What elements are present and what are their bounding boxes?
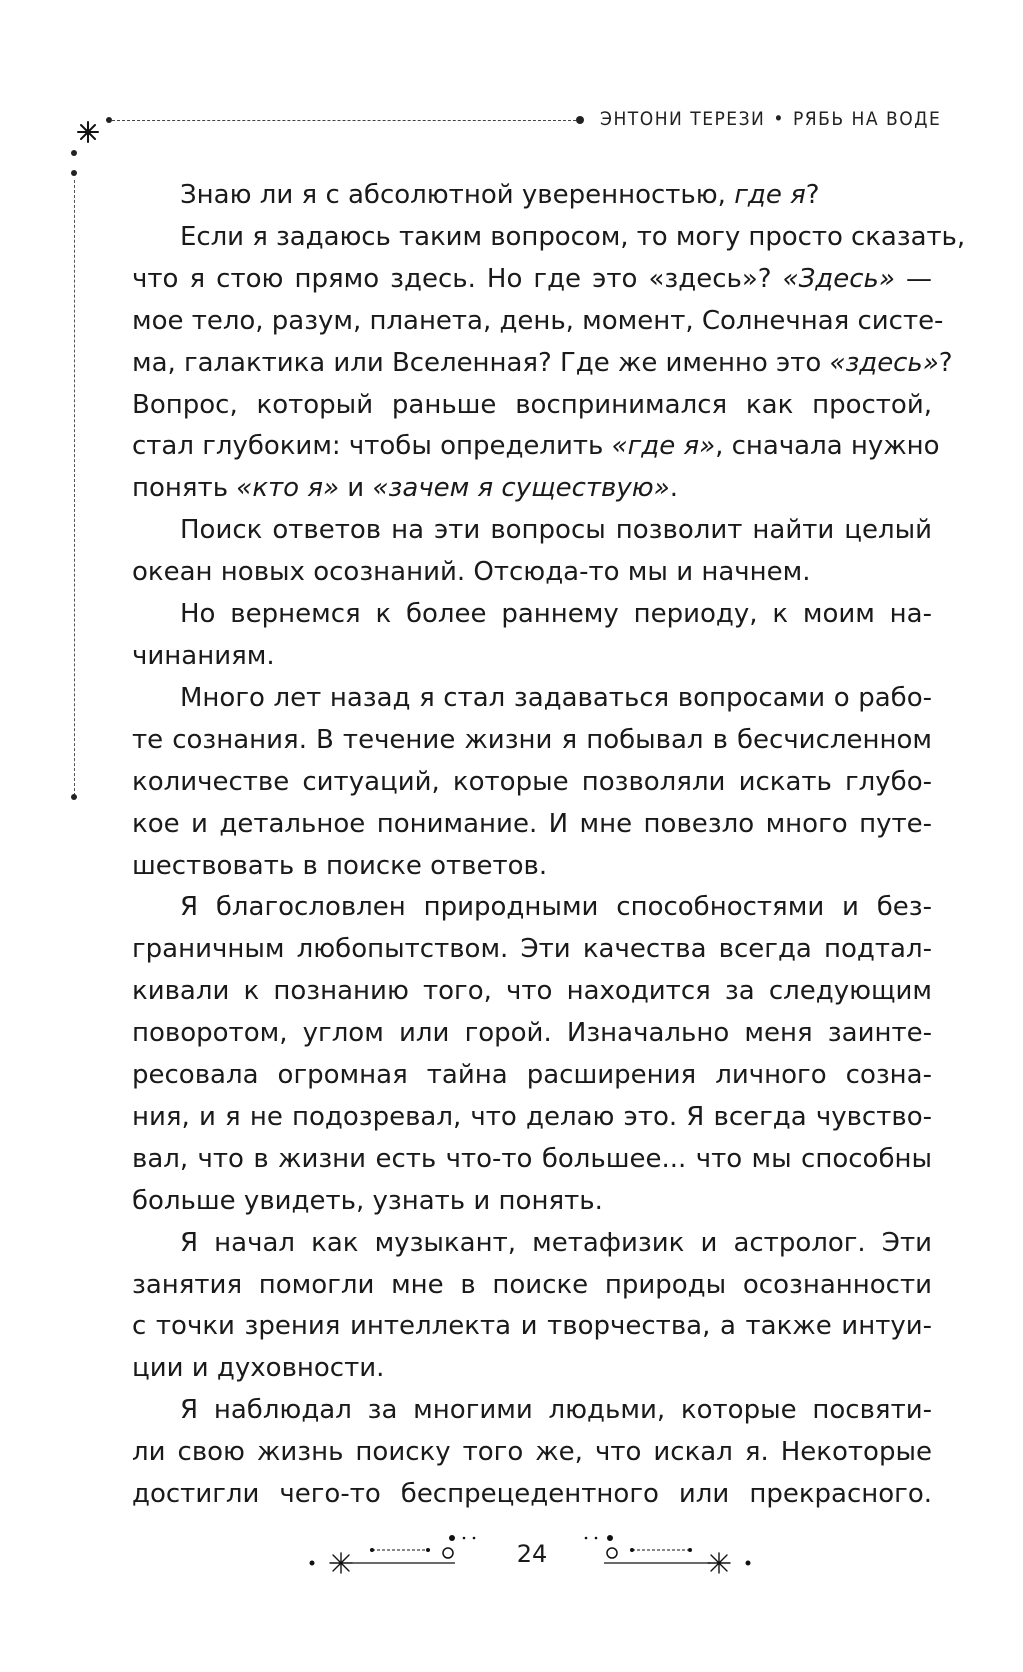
text-line: [132, 1306, 932, 1348]
text-line: [132, 804, 932, 846]
text-run: ресовала огромная тайна расширения личного созна-: [132, 1060, 932, 1091]
italic-phrase: где я: [734, 180, 806, 210]
text-line: [132, 678, 932, 720]
text-line: [132, 343, 953, 385]
text-line: [132, 259, 932, 301]
text-run: ?: [805, 180, 820, 210]
text-line: [132, 385, 932, 427]
text-run: —: [894, 263, 932, 294]
text-line: [132, 1390, 932, 1432]
text-line: [132, 1181, 932, 1223]
margin-dot: [71, 150, 77, 156]
text-run: граничным любопытством. Эти качества всегда подтал-: [132, 934, 932, 965]
text-run: кое и детальное понимание. И мне повезло много путе-: [132, 808, 932, 839]
text-run: понять: [132, 473, 237, 504]
text-run: занятия помогли мне в поиске природы осознанности: [132, 1269, 932, 1300]
italic-phrase: «где я»: [611, 431, 716, 462]
text-line: [132, 301, 944, 343]
paragraph: [132, 887, 932, 1222]
text-run: те сознания. В течение жизни я побывал в бесчисленном: [132, 724, 932, 755]
text-run: ции и духовности.: [132, 1353, 385, 1384]
text-line: [132, 762, 932, 804]
running-head: [600, 108, 942, 130]
text-run: больше увидеть, узнать и понять.: [132, 1185, 603, 1216]
right-burst-icon: [708, 1553, 730, 1573]
text-line: [132, 510, 932, 552]
text-run: что я стою прямо здесь. Но где это «здесь»?: [132, 263, 783, 294]
italic-phrase: «кто я»: [236, 473, 340, 504]
running-head-author: ЭНТОНИ ТЕРЕЗИ: [600, 108, 766, 130]
text-run: с точки зрения интеллекта и творчества, а также интуи-: [132, 1311, 932, 1342]
text-run: Знаю ли я с абсолютной уверенностью,: [180, 180, 735, 210]
text-run: Если я задаюсь таким вопросом, то могу просто сказать,: [180, 221, 966, 252]
paragraph: [132, 678, 932, 888]
text-line: [132, 971, 932, 1013]
paragraph: [132, 1390, 932, 1516]
text-run: стал глубоким: чтобы определить: [132, 431, 612, 462]
margin-dot: [71, 170, 77, 176]
paragraph: [132, 175, 932, 217]
text-run: количестве ситуаций, которые позволяли искать глубо-: [132, 766, 932, 797]
text-line: [132, 929, 932, 971]
text-run: мое тело, разум, планета, день, момент, Солнечная систе-: [132, 305, 944, 336]
text-line: [132, 426, 940, 468]
text-run: Я наблюдал за многими людьми, которые посвяти-: [180, 1395, 932, 1426]
text-line: [132, 846, 932, 888]
text-line: [132, 1097, 932, 1139]
text-line: [132, 552, 932, 594]
paragraph: [132, 594, 932, 678]
text-run: ли свою жизнь поиску того же, что искал я. Некоторые: [132, 1437, 932, 1468]
text-run: поворотом, углом или горой. Изначально меня заинте-: [132, 1018, 932, 1049]
text-line: [132, 1139, 932, 1181]
text-line: [132, 1223, 932, 1265]
text-line: [132, 1474, 932, 1516]
text-run: ния, и я не подозревал, что делаю это. Я всегда чувство-: [132, 1101, 932, 1132]
italic-phrase: «зачем я существую»: [372, 473, 670, 504]
text-run: океан новых осознаний. Отсюда-то мы и начнем.: [132, 557, 811, 588]
text-line: [132, 1348, 932, 1390]
paragraph: [132, 217, 966, 510]
text-line: [132, 594, 932, 636]
text-run: Вопрос, который раньше воспринимался как простой,: [132, 389, 932, 420]
text-run: достигли чего-то беспрецедентного или прекрасного.: [132, 1479, 932, 1510]
text-line: [132, 1432, 932, 1474]
text-run: Много лет назад я стал задаваться вопросами о рабо-: [180, 682, 932, 713]
text-run: кивали к познанию того, что находится за следующим: [132, 976, 932, 1007]
paragraph: [132, 510, 932, 594]
running-head-separator: •: [773, 108, 785, 130]
text-line: [132, 720, 932, 762]
text-run: .: [669, 473, 678, 504]
page-number: 24: [516, 1540, 548, 1568]
text-line: [132, 217, 966, 259]
text-line: [132, 175, 932, 217]
text-run: Но вернемся к более раннему периоду, к моим на-: [180, 599, 932, 630]
body-text: [132, 175, 966, 1516]
italic-phrase: «Здесь»: [782, 263, 895, 294]
text-line: [132, 887, 932, 929]
text-line: [132, 468, 932, 510]
margin-dot: [71, 794, 77, 800]
text-run: , сначала нужно: [715, 431, 940, 462]
text-run: Я начал как музыкант, метафизик и астролог. Эти: [180, 1227, 932, 1258]
text-run: Я благословлен природными способностями и без-: [180, 892, 932, 923]
text-run: Поиск ответов на эти вопросы позволит найти целый: [180, 515, 932, 546]
header-rule-dot-right: [576, 116, 584, 124]
text-run: шествовать в поиске ответов.: [132, 850, 548, 881]
paragraph: [132, 1223, 932, 1391]
text-run: чинаниям.: [132, 640, 275, 671]
text-line: [132, 1055, 932, 1097]
star-ornament-icon: [76, 120, 100, 144]
text-run: ма, галактика или Вселенная? Где же именно это: [132, 347, 830, 378]
text-run: ?: [938, 347, 953, 378]
margin-rule: [74, 180, 75, 796]
text-run: вал, что в жизни есть что-то большее... что мы способны: [132, 1143, 932, 1174]
italic-phrase: «здесь»: [829, 347, 939, 378]
text-line: [132, 1013, 932, 1055]
running-head-title: РЯБЬ НА ВОДЕ: [792, 108, 942, 130]
text-run: и: [339, 473, 373, 504]
left-burst-icon: [330, 1553, 352, 1573]
text-line: [132, 636, 932, 678]
header-rule: [112, 120, 576, 121]
text-line: [132, 1265, 932, 1307]
